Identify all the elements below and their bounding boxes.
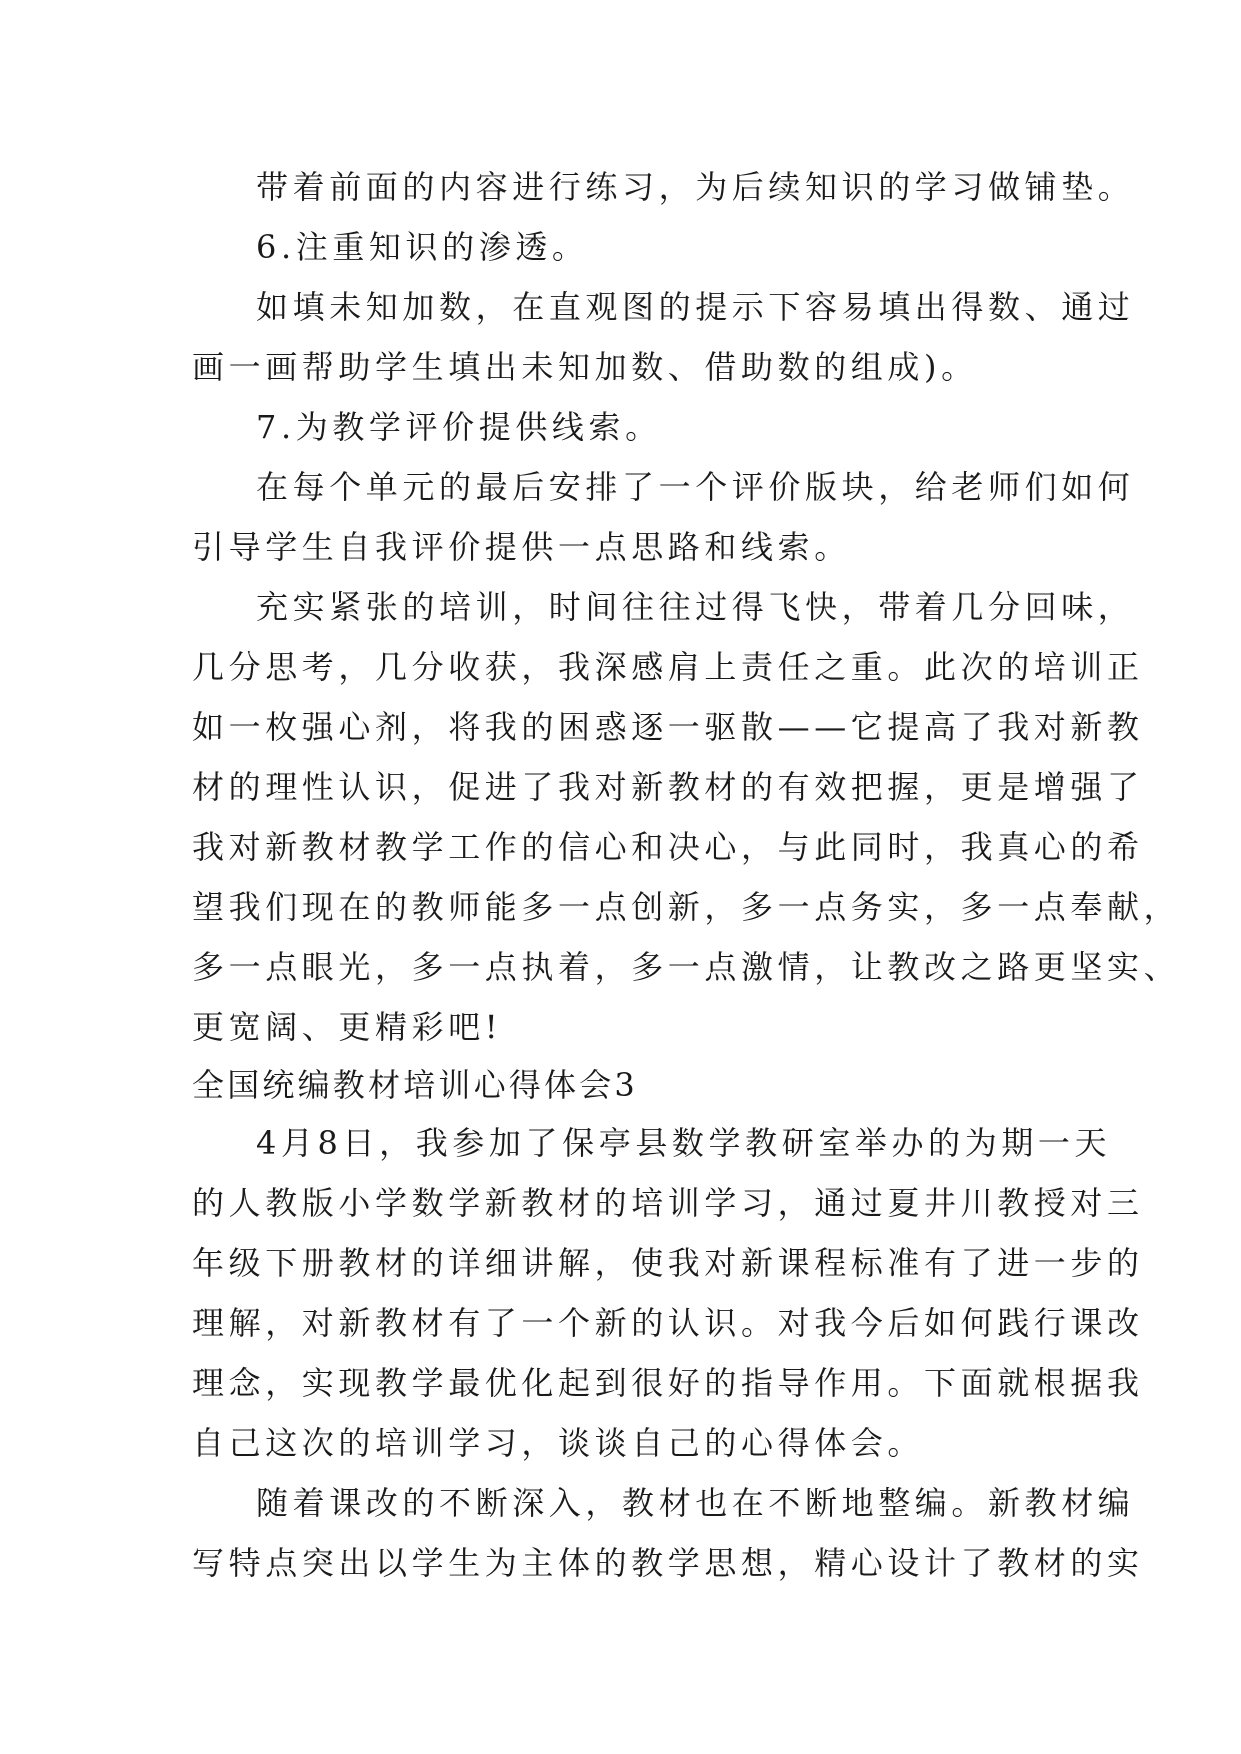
text-line: 望我们现在的教师能多一点创新，多一点务实，多一点奉献，	[192, 888, 1181, 926]
text-line: 的人教版小学数学新教材的培训学习，通过夏井川教授对三	[192, 1184, 1144, 1222]
text-line: 充实紧张的培训，时间往往过得飞快，带着几分回味，	[256, 588, 1135, 626]
text-line: 如一枚强心剂，将我的困惑逐一驱散——它提高了我对新教	[192, 708, 1144, 746]
text-line: 年级下册教材的详细讲解，使我对新课程标准有了进一步的	[192, 1244, 1144, 1282]
text-line: 6.注重知识的渗透。	[256, 228, 589, 266]
text-line: 多一点眼光，多一点执着，多一点激情，让教改之路更坚实、	[192, 948, 1181, 986]
text-line: 4月8日，我参加了保亭县数学教研室举办的为期一天	[256, 1124, 1112, 1162]
text-line: 几分思考，几分收获，我深感肩上责任之重。此次的培训正	[192, 648, 1144, 686]
text-line: 写特点突出以学生为主体的教学思想，精心设计了教材的实	[192, 1544, 1144, 1582]
text-line: 引导学生自我评价提供一点思路和线索。	[192, 528, 851, 566]
text-line: 7.为教学评价提供线索。	[256, 408, 662, 446]
text-line: 材的理性认识，促进了我对新教材的有效把握，更是增强了	[192, 768, 1144, 806]
text-line: 在每个单元的最后安排了一个评价版块，给老师们如何	[256, 468, 1135, 506]
text-line: 我对新教材教学工作的信心和决心，与此同时，我真心的希	[192, 828, 1144, 866]
text-line: 带着前面的内容进行练习，为后续知识的学习做铺垫。	[256, 168, 1135, 206]
text-line: 更宽阔、更精彩吧!	[192, 1008, 503, 1046]
text-line: 画一画帮助学生填出未知加数、借助数的组成)。	[192, 348, 978, 386]
text-line: 随着课改的不断深入，教材也在不断地整编。新教材编	[256, 1484, 1135, 1522]
section-heading: 全国统编教材培训心得体会3	[192, 1066, 638, 1104]
text-line: 如填未知加数，在直观图的提示下容易填出得数、通过	[256, 288, 1135, 326]
text-line: 理念，实现教学最优化起到很好的指导作用。下面就根据我	[192, 1364, 1144, 1402]
text-line: 自己这次的培训学习，谈谈自己的心得体会。	[192, 1424, 925, 1462]
text-line: 理解，对新教材有了一个新的认识。对我今后如何践行课改	[192, 1304, 1144, 1342]
